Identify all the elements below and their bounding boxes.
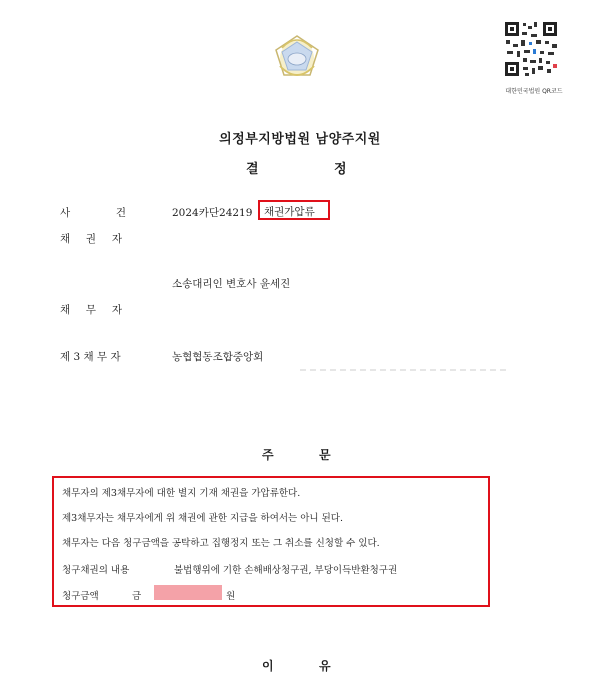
- claim-label: 청구채권의 내용: [62, 565, 130, 576]
- reason-title-part1: 이: [262, 659, 274, 673]
- case-label-char: 건: [115, 207, 126, 219]
- amount-label: 청구금액: [62, 591, 99, 602]
- amount-prefix: 금: [132, 591, 142, 602]
- creditor-label: [60, 231, 122, 246]
- debtor-label-char: 무: [85, 304, 97, 316]
- doc-title-part1: 결: [246, 162, 259, 177]
- order-title-part1: 주: [262, 448, 274, 462]
- amount-suffix: 원: [226, 591, 236, 602]
- court-name: 의정부지방법원 남양주지원: [219, 132, 381, 147]
- agent-line: 소송대리인 변호사 윤세진: [172, 278, 291, 290]
- order-title-part2: 문: [319, 448, 331, 462]
- qr-code-icon[interactable]: [503, 20, 559, 78]
- doc-title-part2: 정: [334, 162, 347, 177]
- amount-redaction: [154, 585, 222, 600]
- qr-caption: 대한민국법원 QR코드: [505, 88, 563, 95]
- court-emblem-icon: [268, 28, 326, 86]
- order-line-3: 채무자는 다음 청구금액을 공탁하고 집행정지 또는 그 취소를 신청할 수 있다.: [62, 538, 380, 549]
- faint-redacted-line: [300, 369, 510, 371]
- case-label: [60, 205, 126, 220]
- order-line-1: 채무자의 제3채무자에 대한 별지 기재 채권을 가압류한다.: [62, 488, 301, 499]
- creditor-label-char: 채: [60, 233, 71, 245]
- third-debtor-label: 제 3 채 무 자: [60, 351, 121, 363]
- debtor-label-char: 채: [60, 304, 71, 316]
- order-line-2: 제3채무자는 채무자에게 위 채권에 관한 지급을 하여서는 아니 된다.: [62, 513, 344, 524]
- debtor-label-char: 자: [111, 304, 122, 316]
- debtor-label: [60, 302, 122, 317]
- case-label-char: 사: [60, 207, 71, 219]
- creditor-label-char: 자: [111, 233, 122, 245]
- reason-title-part2: 유: [319, 659, 331, 673]
- case-number: 2024카단24219: [172, 207, 253, 219]
- creditor-label-char: 권: [85, 233, 97, 245]
- case-kind: 채권가압류: [264, 206, 315, 218]
- third-debtor: 농협협동조합중앙회: [172, 351, 264, 363]
- claim-value: 불법행위에 기한 손해배상청구권, 부당이득반환청구권: [174, 565, 398, 576]
